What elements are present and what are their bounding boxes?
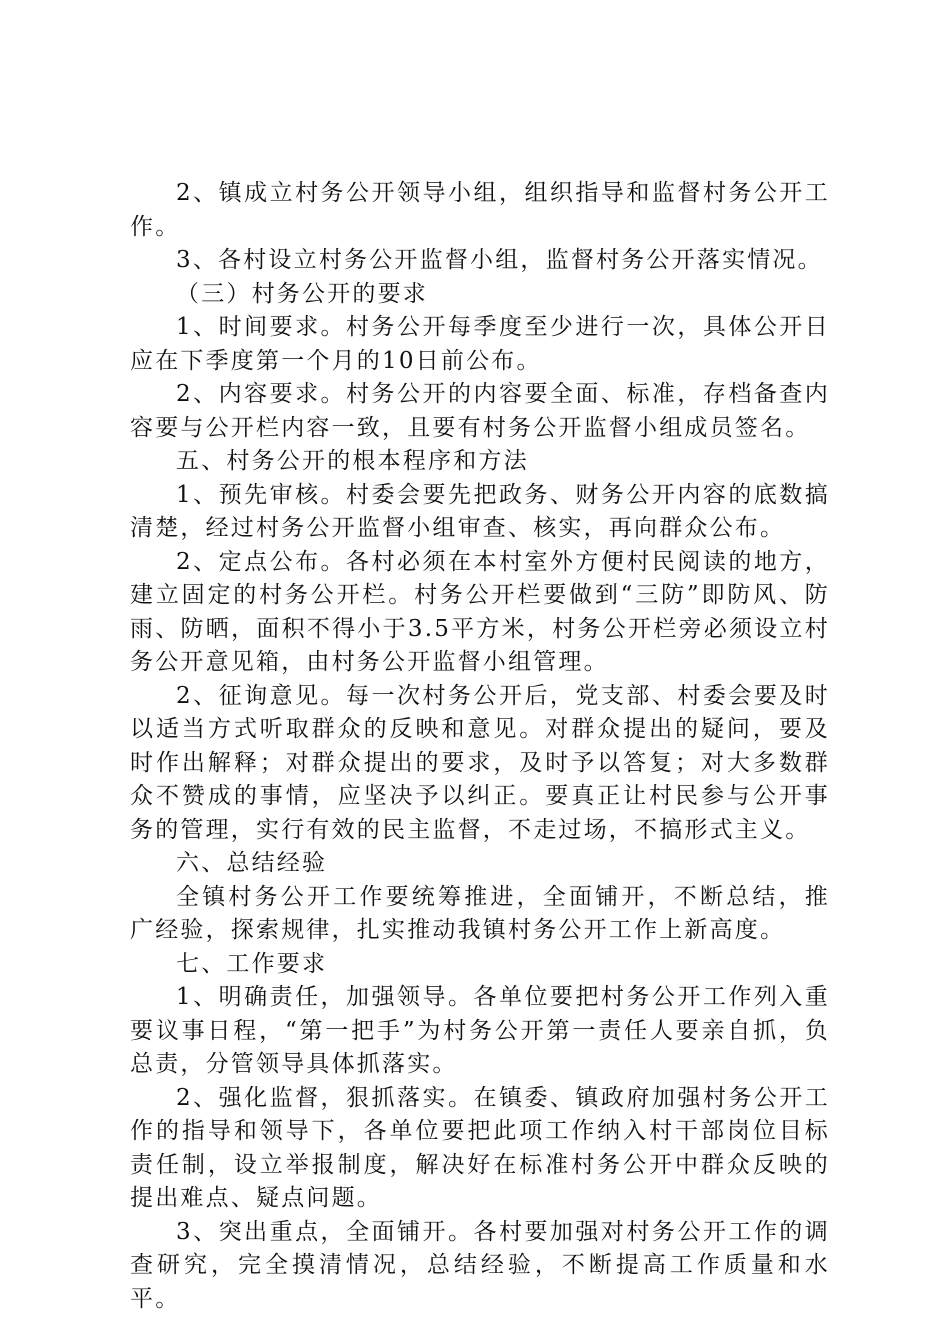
paragraph-clarify-responsibility: 1、明确责任，加强领导。各单位要把村务公开工作列入重要议事日程，“第一把手”为村务公开第一责任人要亲自抓，负总责，分管领导具体抓落实。	[130, 984, 830, 1077]
paragraph-solicit-opinions: 2、征询意见。每一次村务公开后，党支部、村委会要及时以适当方式听取群众的反映和意见。对群众提出的疑问，要及时作出解释；对群众提出的要求，及时予以答复；对大多数群众不赞成的事情，应坚决予以纠正。要真正让村民参与公开事务的管理，实行有效的民主监督，不走过场，不搞形式主义。	[130, 682, 830, 843]
paragraph-highlight-priorities: 3、突出重点，全面铺开。各村要加强对村务公开工作的调查研究，完全摸清情况，总结经验，不断提高工作质量和水平。	[130, 1218, 830, 1312]
document-body	[130, 177, 830, 1316]
section-heading-work-requirements: 七、工作要求	[176, 950, 328, 977]
paragraph-time-requirement: 1、时间要求。村务公开每季度至少进行一次，具体公开日应在下季度第一个月的10日前公布。	[130, 314, 830, 374]
paragraph-fixed-point-publication: 2、定点公布。各村必须在本村室外方便村民阅读的地方，建立固定的村务公开栏。村务公开栏要做到“三防”即防风、防雨、防晒，面积不得小于3.5平方米，村务公开栏旁必须设立村务公开意见箱，由村务公开监督小组管理。	[130, 548, 830, 675]
paragraph-town-leading-group: 2、镇成立村务公开领导小组，组织指导和监督村务公开工作。	[130, 180, 830, 240]
paragraph-village-supervision-group: 3、各村设立村务公开监督小组，监督村务公开落实情况。	[176, 247, 823, 273]
section-heading-procedures: 五、村务公开的根本程序和方法	[176, 448, 529, 474]
paragraph-pre-review: 1、预先审核。村委会要先把政务、财务公开内容的底数搞清楚，经过村务公开监督小组审查、核实，再向群众公布。	[130, 481, 830, 541]
paragraph-summary-experience: 全镇村务公开工作要统筹推进，全面铺开，不断总结，推广经验，探索规律，扎实推动我镇村务公开工作上新高度。	[130, 883, 830, 943]
paragraph-content-requirement: 2、内容要求。村务公开的内容要全面、标准，存档备查内容要与公开栏内容一致，且要有村务公开监督小组成员签名。	[130, 381, 830, 441]
section-heading-summary: 六、总结经验	[176, 850, 328, 876]
paragraph-strengthen-supervision: 2、强化监督，狠抓落实。在镇委、镇政府加强村务公开工作的指导和领导下，各单位要把此项工作纳入村干部岗位目标责任制，设立举报制度，解决好在标准村务公开中群众反映的提出难点、疑点问题。	[130, 1084, 830, 1211]
section-heading-requirements: （三）村务公开的要求	[176, 280, 428, 307]
